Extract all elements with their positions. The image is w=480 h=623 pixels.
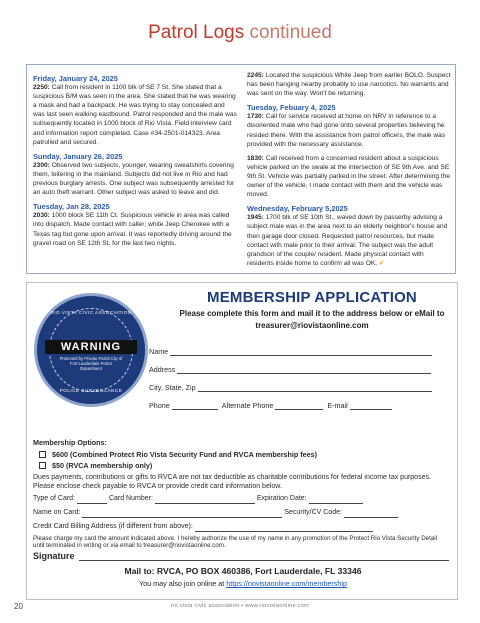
name-line[interactable] xyxy=(170,349,432,356)
log-text: Observed two subjects, younger, wearing sweatshirts covering them, loitering in the mainland. Subjects did not live in Rio and had previous burglary arrests. One subject was subsequently arrested for an auto theft warrant. Other subject was asked to leave and did. xyxy=(33,161,235,197)
log-time: 2030: xyxy=(33,212,50,220)
log-entry xyxy=(33,211,237,247)
badge-top-text: RIO VISTA CIVIC ASSOCIATION xyxy=(50,310,132,315)
billing-row[interactable] xyxy=(33,523,453,532)
log-text: Call from resident in 1100 blk of SE 7 St. She stated that a suspicious B/M was seen in the area. She stated that he was wearing a mask and had a backpack. He was trying to stay concealed and was last seen walking eastbound. Patrol responded and the male was subsequently located in 1000 block of Rio Vista. Field interview card and information report completed. Case #34-2501-014323. Area patrolled and secured. xyxy=(33,84,237,146)
phone-label: Phone xyxy=(149,401,170,410)
expiration-label: Expiration Date: xyxy=(256,495,307,502)
city-field[interactable] xyxy=(149,383,436,392)
logs-left-column xyxy=(33,71,237,253)
address-line[interactable] xyxy=(177,367,431,374)
log-date: Friday, January 24, 2025 xyxy=(33,74,118,83)
security-label: Security/CV Code: xyxy=(284,509,342,516)
log-entry xyxy=(247,213,451,268)
name-label: Name xyxy=(149,347,169,356)
expiration-line[interactable] xyxy=(309,497,363,504)
security-line[interactable] xyxy=(344,511,398,518)
authorization-line1: Please charge my card the amount indicated above. I hereby authorize the use of my name in any promotion of the Protect Rio Vista Security Detail xyxy=(33,535,438,542)
email-line[interactable] xyxy=(350,403,392,410)
card-type-line[interactable] xyxy=(77,497,107,504)
name-field[interactable] xyxy=(149,347,436,356)
log-entry xyxy=(33,83,237,147)
patrol-logs-box xyxy=(26,64,456,274)
city-line[interactable] xyxy=(198,385,432,392)
badge-bottom-text: POLICE SURVEILLANCE xyxy=(59,388,123,393)
log-date: Wednesday, February 5,2025 xyxy=(247,204,348,214)
log-entry xyxy=(33,161,237,197)
badge-warning-label: WARNING xyxy=(45,340,137,354)
alt-phone-line[interactable] xyxy=(275,403,323,410)
dues-note xyxy=(33,474,453,491)
card-number-label: Card Number: xyxy=(108,495,153,502)
log-entry xyxy=(247,71,451,98)
log-time: 1945: xyxy=(247,214,264,222)
page-title xyxy=(0,22,480,44)
membership-form xyxy=(26,282,458,600)
log-time: 1830: xyxy=(247,154,264,162)
address-label: Address xyxy=(149,365,176,374)
option-600[interactable] xyxy=(39,450,317,459)
mail-to: Mail to: RVCA, PO BOX 460386, Fort Lauderdale, FL 33346 xyxy=(124,566,362,576)
logs-right-column xyxy=(247,71,451,273)
log-time: 2245: xyxy=(247,72,264,79)
card-type-label: Type of Card: xyxy=(33,495,76,502)
option-600-label: $600 (Combined Protect Rio Vista Security Fund and RVCA membership fees) xyxy=(52,450,318,459)
warning-badge-logo xyxy=(34,293,148,407)
log-date: Sunday, January 26, 2025 xyxy=(33,151,123,161)
title-main: Patrol Logs xyxy=(148,22,245,43)
billing-label: Credit Card Billing Address (if different from above): xyxy=(33,523,193,530)
log-text: Call received from a concerned resident about a suspicious vehicle parked on the swale at the intersection of SE 9th Ave. and SE 9th St. Vehicle was partially parked in the street. After determining the owner of the vehicle, I made contact with them and the vehicle was moved. xyxy=(247,154,451,199)
checkmark-icon: ✓ xyxy=(378,259,385,267)
signature-line[interactable] xyxy=(79,554,449,561)
form-email: treasurer@riovistaonline.com xyxy=(255,321,369,330)
authorization-line2: until terminated in writing or via email to treasurer@riovistaonline.com. xyxy=(33,542,226,550)
phone-line[interactable] xyxy=(172,403,218,410)
log-time: 2300: xyxy=(33,161,50,169)
membership-options xyxy=(33,438,317,472)
badge-subtext: Protected by Private Patrol City of Fort Lauderdale Police Department xyxy=(59,356,123,372)
option-50-label: $50 (RVCA membership only) xyxy=(52,461,153,470)
alt-phone-label: Alternate Phone xyxy=(221,401,274,410)
log-time: 1730: xyxy=(247,113,264,121)
dues-note-line1: Dues payments, contributions or gifts to RVCA are not tax deductible as charitable contributions for federal income tax purposes. xyxy=(33,474,431,481)
log-date: Tuesday, Jan 28, 2025 xyxy=(33,202,110,212)
name-on-card-row[interactable] xyxy=(33,509,453,518)
page-number: 20 xyxy=(14,602,23,611)
option-50[interactable] xyxy=(39,461,317,470)
card-row[interactable] xyxy=(33,495,453,504)
signature-field[interactable] xyxy=(33,551,453,561)
signature-label: Signature xyxy=(33,551,75,561)
join-online xyxy=(27,579,459,588)
phone-row[interactable] xyxy=(149,401,396,410)
authorization-note xyxy=(33,535,453,550)
billing-line[interactable] xyxy=(195,525,373,532)
address-field[interactable] xyxy=(149,365,435,374)
log-time: 2250: xyxy=(33,84,50,92)
log-date: Tuesday, Febuary 4, 2025 xyxy=(247,103,336,113)
log-entry xyxy=(247,112,451,148)
log-text: Call for service received at home on NRV in reference to a disoriented male who had gone onto several properties believing he resided there. With the assistance from patrol officers, the male was provided with the necessary assistance. xyxy=(247,113,446,148)
checkbox-600[interactable] xyxy=(39,451,46,458)
name-on-card-label: Name on Card: xyxy=(33,509,81,516)
name-on-card-line[interactable] xyxy=(82,511,282,518)
checkbox-50[interactable] xyxy=(39,462,46,469)
city-label: City, State, Zip xyxy=(149,383,196,392)
card-number-line[interactable] xyxy=(155,497,255,504)
log-text: Located the suspicious White Jeep from earlier BOLO. Suspect has been hanging nearby probably to use narcotics. No warrants and was sent on the way. Won't be returning. xyxy=(247,72,451,98)
options-title: Membership Options: xyxy=(33,438,107,447)
footer-text: rio vista civic association • www.riovistaonline.com xyxy=(171,603,309,609)
form-title: MEMBERSHIP APPLICATION xyxy=(207,289,417,306)
log-text: 1700 blk of SE 10th St., waved down by passerby advising a subject male was in the area next to an elderly neighbor's house and then garage door closed. Requested patrol resources, but made contact with male prior to their arrival. The subject was the adult grandson of the couple/ resident. Made physical contact with residents inside home to confirm all was OK. xyxy=(247,214,448,267)
email-label: E-mail xyxy=(327,401,348,410)
log-text: 1000 block SE 11th Ct. Suspicious vehicle in area was called into dispatch. Made contact with caller; white Jeep Cherokee with a Texas tag but gone upon arrival. It was reportedly driving around the gravel road on SE 12th St. for the last two nights. xyxy=(33,212,232,247)
title-continued: continued xyxy=(249,22,332,43)
form-subtitle: Please complete this form and mail it to the address below or eMail to xyxy=(179,309,445,318)
log-entry xyxy=(247,154,451,199)
join-online-prefix: You may also join online at xyxy=(139,579,227,588)
membership-link[interactable]: https://riovistaonline.com/membership xyxy=(226,579,347,588)
dues-note-line2: Please enclose check payable to RVCA or provide credit card information below. xyxy=(33,482,282,490)
